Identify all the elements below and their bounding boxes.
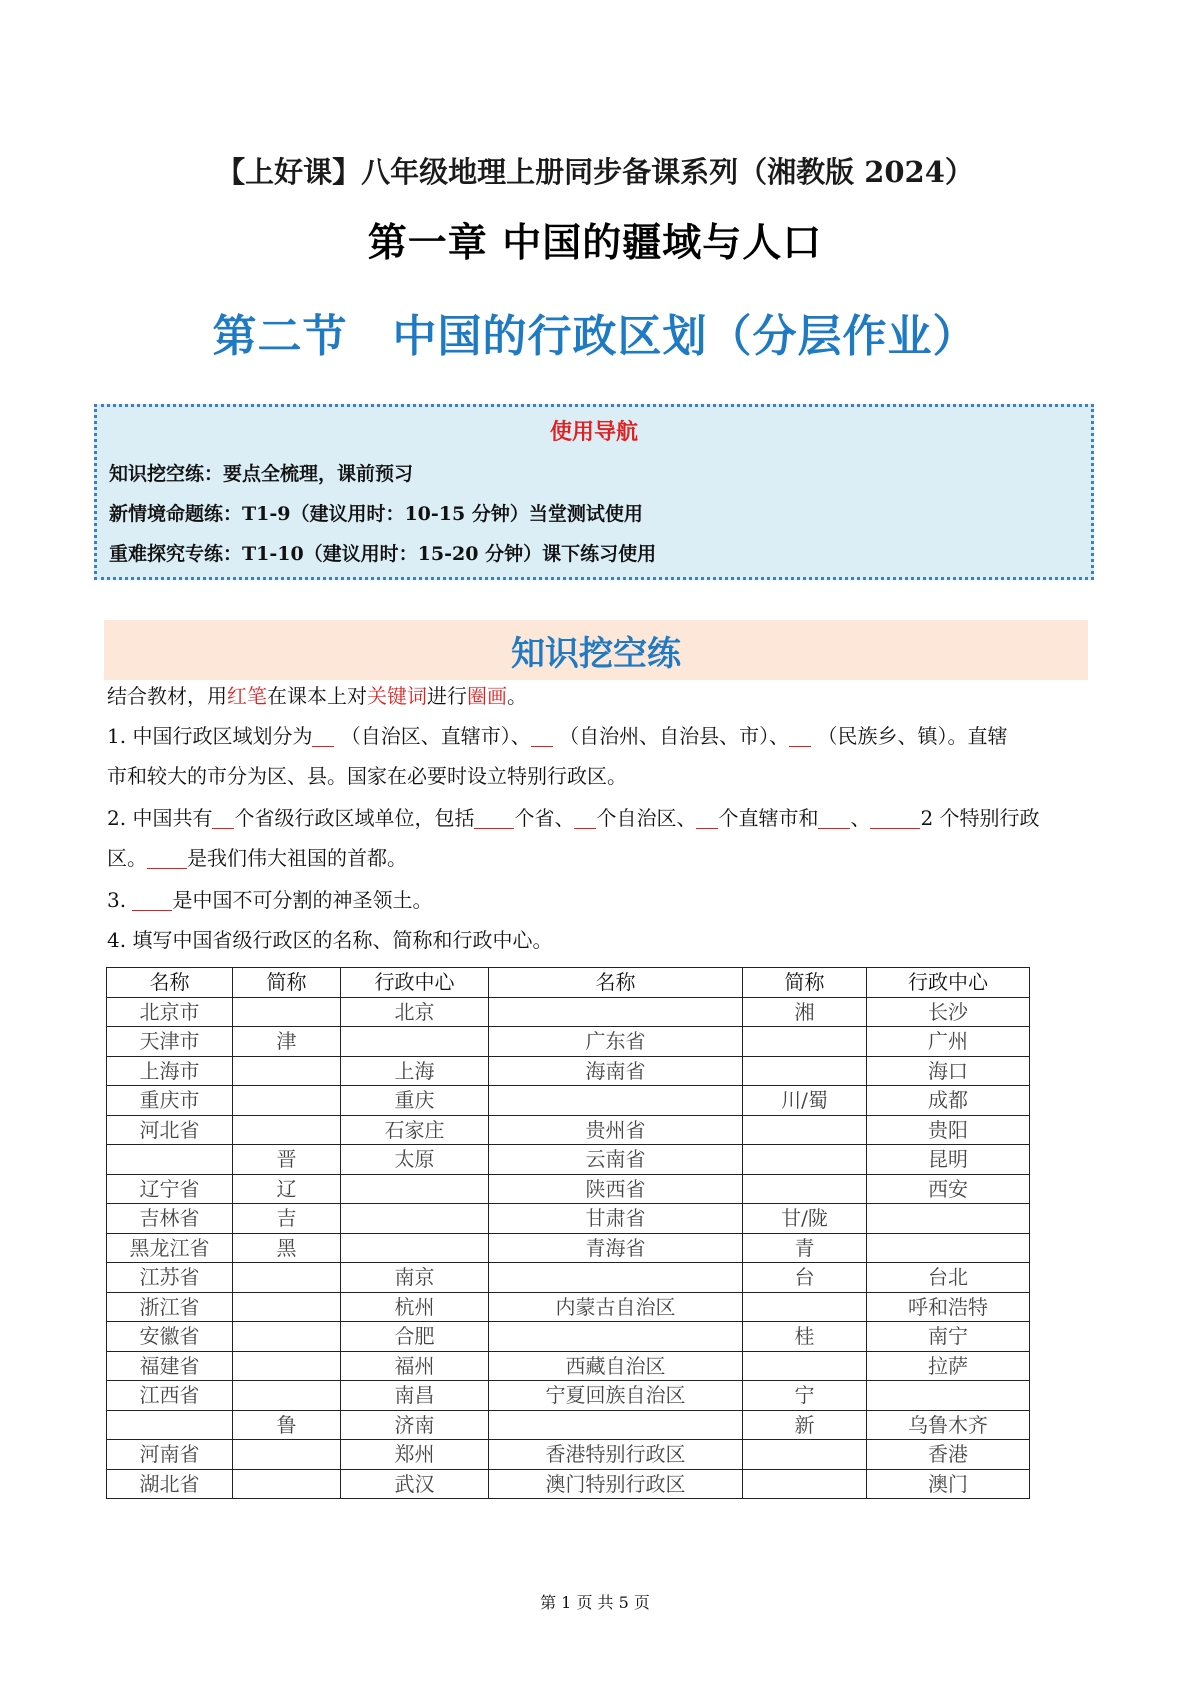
table-row	[107, 1204, 1030, 1234]
table-cell: 吉	[233, 1204, 341, 1234]
page-number: 第 1 页 共 5 页	[540, 1593, 650, 1612]
question-2: 2. 中国共有 个省级行政区域单位，包括 个省、 个自治区、 个直辖市和 、 2 个特别行政 区。 是我们伟大祖国的首都。	[107, 806, 1040, 870]
answer-blank[interactable]	[870, 806, 920, 829]
table-row	[107, 1292, 1030, 1322]
blank-cell[interactable]	[107, 1410, 233, 1440]
answer-blank[interactable]	[531, 724, 553, 747]
table-cell: 江苏省	[107, 1263, 233, 1293]
blank-cell[interactable]	[743, 1056, 867, 1086]
table-cell: 津	[233, 1027, 341, 1057]
table-cell: 拉萨	[867, 1351, 1030, 1381]
blank-cell[interactable]	[233, 997, 341, 1027]
column-header: 名称	[489, 968, 743, 998]
nav-title: 使用导航	[549, 420, 638, 445]
question-3: 3. 是中国不可分割的神圣领土。	[107, 888, 433, 912]
column-header: 名称	[107, 968, 233, 998]
blank-cell[interactable]	[867, 1233, 1030, 1263]
table-cell: 浙江省	[107, 1292, 233, 1322]
answer-blank[interactable]	[789, 724, 811, 747]
table-row	[107, 1263, 1030, 1293]
blank-cell[interactable]	[489, 1263, 743, 1293]
table-cell: 上海市	[107, 1056, 233, 1086]
table-cell: 郑州	[341, 1440, 489, 1470]
answer-blank[interactable]	[147, 846, 187, 869]
blank-cell[interactable]	[341, 1174, 489, 1204]
blank-cell[interactable]	[233, 1115, 341, 1145]
blank-cell[interactable]	[489, 997, 743, 1027]
table-cell: 昆明	[867, 1145, 1030, 1175]
nav-line-difficult: 重难探究专练：T1-10（建议用时：15-20 分钟）课下练习使用	[109, 543, 657, 565]
table-cell: 甘/陇	[743, 1204, 867, 1234]
blank-cell[interactable]	[743, 1292, 867, 1322]
table-cell: 香港	[867, 1440, 1030, 1470]
table-cell: 合肥	[341, 1322, 489, 1352]
table-cell: 河南省	[107, 1440, 233, 1470]
table-cell: 长沙	[867, 997, 1030, 1027]
answer-blank[interactable]	[132, 888, 172, 911]
table-cell: 西藏自治区	[489, 1351, 743, 1381]
blank-cell[interactable]	[743, 1440, 867, 1470]
nav-line-new-context: 新情境命题练：T1-9（建议用时：10-15 分钟）当堂测试使用	[109, 503, 643, 525]
table-cell: 青	[743, 1233, 867, 1263]
table-cell: 江西省	[107, 1381, 233, 1411]
table-cell: 鲁	[233, 1410, 341, 1440]
answer-blank[interactable]	[312, 724, 334, 747]
section-title: 第二节 中国的行政区划（分层作业）	[212, 311, 978, 362]
blank-cell[interactable]	[743, 1469, 867, 1499]
blank-cell[interactable]	[233, 1440, 341, 1470]
question-4: 4. 填写中国省级行政区的名称、简称和行政中心。	[107, 928, 553, 952]
blank-cell[interactable]	[233, 1056, 341, 1086]
table-cell: 西安	[867, 1174, 1030, 1204]
table-cell: 宁夏回族自治区	[489, 1381, 743, 1411]
table-cell: 天津市	[107, 1027, 233, 1057]
table-cell: 重庆	[341, 1086, 489, 1116]
table-cell: 安徽省	[107, 1322, 233, 1352]
series-title: 【上好课】八年级地理上册同步备课系列（湘教版 2024）	[216, 155, 974, 189]
table-cell: 台北	[867, 1263, 1030, 1293]
table-cell: 陕西省	[489, 1174, 743, 1204]
table-cell: 新	[743, 1410, 867, 1440]
table-cell: 福州	[341, 1351, 489, 1381]
blank-cell[interactable]	[341, 1204, 489, 1234]
table-row	[107, 1381, 1030, 1411]
table-row	[107, 1440, 1030, 1470]
table-cell: 南昌	[341, 1381, 489, 1411]
column-header: 简称	[233, 968, 341, 998]
blank-cell[interactable]	[743, 1027, 867, 1057]
answer-blank[interactable]	[818, 806, 850, 829]
table-cell: 广州	[867, 1027, 1030, 1057]
table-cell: 福建省	[107, 1351, 233, 1381]
blank-cell[interactable]	[233, 1292, 341, 1322]
blank-cell[interactable]	[743, 1351, 867, 1381]
table-cell: 川/蜀	[743, 1086, 867, 1116]
table-cell: 黑龙江省	[107, 1233, 233, 1263]
intro-instruction: 结合教材，用红笔在课本上对关键词进行圈画。	[107, 684, 527, 708]
answer-blank[interactable]	[574, 806, 596, 829]
section-band	[104, 620, 1088, 680]
blank-cell[interactable]	[233, 1263, 341, 1293]
blank-cell[interactable]	[743, 1115, 867, 1145]
blank-cell[interactable]	[489, 1086, 743, 1116]
band-title: 知识挖空练	[511, 634, 681, 674]
province-table	[106, 967, 1030, 1499]
table-cell: 广东省	[489, 1027, 743, 1057]
table-cell: 海口	[867, 1056, 1030, 1086]
table-cell: 呼和浩特	[867, 1292, 1030, 1322]
table-row	[107, 1410, 1030, 1440]
blank-cell[interactable]	[233, 1469, 341, 1499]
table-cell: 湖北省	[107, 1469, 233, 1499]
table-cell: 甘肃省	[489, 1204, 743, 1234]
table-cell: 桂	[743, 1322, 867, 1352]
table-cell: 台	[743, 1263, 867, 1293]
table-cell: 太原	[341, 1145, 489, 1175]
table-cell: 内蒙古自治区	[489, 1292, 743, 1322]
table-cell: 杭州	[341, 1292, 489, 1322]
answer-blank[interactable]	[474, 806, 514, 829]
table-cell: 贵阳	[867, 1115, 1030, 1145]
circle-text: 圈画	[467, 684, 507, 708]
table-row	[107, 1351, 1030, 1381]
table-cell: 宁	[743, 1381, 867, 1411]
table-cell: 北京	[341, 997, 489, 1027]
blank-cell[interactable]	[489, 1410, 743, 1440]
keyword-text: 关键词	[367, 684, 427, 708]
table-row	[107, 1174, 1030, 1204]
table-row	[107, 1145, 1030, 1175]
table-cell: 辽宁省	[107, 1174, 233, 1204]
table-cell: 成都	[867, 1086, 1030, 1116]
table-cell: 石家庄	[341, 1115, 489, 1145]
table-cell: 澳门	[867, 1469, 1030, 1499]
table-cell: 贵州省	[489, 1115, 743, 1145]
usage-navigation-box	[94, 404, 1094, 580]
table-cell: 香港特别行政区	[489, 1440, 743, 1470]
answer-blank[interactable]	[696, 806, 718, 829]
table-cell: 晋	[233, 1145, 341, 1175]
table-cell: 南京	[341, 1263, 489, 1293]
blank-cell[interactable]	[233, 1086, 341, 1116]
table-cell: 澳门特别行政区	[489, 1469, 743, 1499]
answer-blank[interactable]	[212, 806, 234, 829]
table-header-row	[107, 968, 1030, 998]
blank-cell[interactable]	[233, 1381, 341, 1411]
question-1: 1. 中国行政区域划分为 （自治区、直辖市）、 （自治州、自治县、市）、 （民族乡、镇）。直辖 市和较大的市分为区、县。国家在必要时设立特别行政区。	[107, 724, 1008, 788]
table-cell: 海南省	[489, 1056, 743, 1086]
blank-cell[interactable]	[743, 1174, 867, 1204]
blank-cell[interactable]	[233, 1351, 341, 1381]
table-cell: 乌鲁木齐	[867, 1410, 1030, 1440]
table-body	[107, 997, 1030, 1499]
table-cell: 南宁	[867, 1322, 1030, 1352]
table-cell: 辽	[233, 1174, 341, 1204]
table-cell: 上海	[341, 1056, 489, 1086]
blank-cell[interactable]	[867, 1204, 1030, 1234]
blank-cell[interactable]	[233, 1322, 341, 1352]
column-header: 简称	[743, 968, 867, 998]
blank-cell[interactable]	[107, 1145, 233, 1175]
table-cell: 武汉	[341, 1469, 489, 1499]
blank-cell[interactable]	[743, 1145, 867, 1175]
table-row	[107, 1233, 1030, 1263]
blank-cell[interactable]	[341, 1233, 489, 1263]
table-cell: 青海省	[489, 1233, 743, 1263]
table-row	[107, 997, 1030, 1027]
table-row	[107, 1469, 1030, 1499]
table-cell: 湘	[743, 997, 867, 1027]
chapter-title: 第一章 中国的疆域与人口	[367, 221, 823, 266]
table-cell: 云南省	[489, 1145, 743, 1175]
red-pen-text: 红笔	[227, 684, 267, 708]
column-header: 行政中心	[341, 968, 489, 998]
table-cell: 吉林省	[107, 1204, 233, 1234]
column-header: 行政中心	[867, 968, 1030, 998]
table-row	[107, 1115, 1030, 1145]
table-cell: 黑	[233, 1233, 341, 1263]
table-row	[107, 1322, 1030, 1352]
blank-cell[interactable]	[341, 1027, 489, 1057]
nav-line-knowledge: 知识挖空练：要点全梳理，课前预习	[109, 463, 414, 485]
table-cell: 济南	[341, 1410, 489, 1440]
table-row	[107, 1086, 1030, 1116]
blank-cell[interactable]	[489, 1322, 743, 1352]
table-cell: 北京市	[107, 997, 233, 1027]
table-row	[107, 1027, 1030, 1057]
table-cell: 重庆市	[107, 1086, 233, 1116]
blank-cell[interactable]	[867, 1381, 1030, 1411]
table-cell: 河北省	[107, 1115, 233, 1145]
table-row	[107, 1056, 1030, 1086]
